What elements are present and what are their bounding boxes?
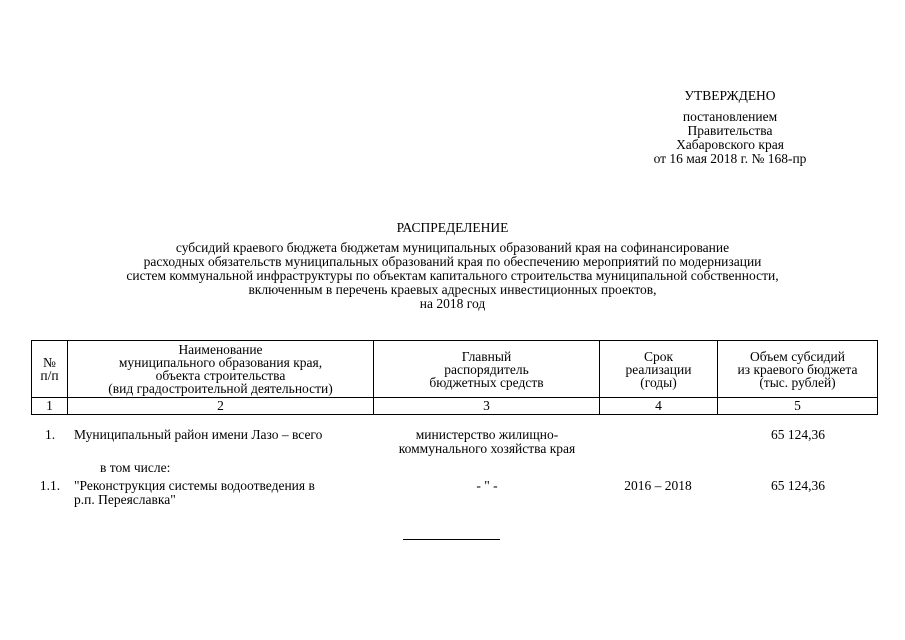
row-amount: 65 124,36 <box>771 478 825 493</box>
column-number-row <box>32 398 878 415</box>
subtitle-line: на 2018 год <box>419 296 486 311</box>
approval-line: постановлением <box>682 109 778 124</box>
header-row <box>32 341 878 398</box>
row-subheading: в том числе: <box>100 460 171 475</box>
row-administrator: - " - <box>476 478 498 493</box>
column-number: 2 <box>68 398 374 415</box>
subtitle-line: расходных обязательств муниципальных образований края по обеспечению мероприятий по модернизации <box>143 254 762 269</box>
subtitle-line: включенным в перечень краевых адресных инвестиционных проектов, <box>248 282 657 297</box>
approval-date-line: от 16 мая 2018 г. № 168-пр <box>653 151 807 166</box>
subtitle-line: систем коммунальной инфраструктуры по объектам капитального строительства муниципальной собственности, <box>126 268 779 283</box>
row-period: 2016 – 2018 <box>624 478 692 493</box>
row-number: 1. <box>44 427 56 442</box>
subtitle-line: субсидий краевого бюджета бюджетам муниципальных образований края на софинансирование <box>175 240 730 255</box>
header-cell-period: Срок реализации (годы) <box>600 341 718 398</box>
column-number: 5 <box>718 398 878 415</box>
approval-line: Хабаровского края <box>676 137 784 152</box>
row-name: "Реконструкция системы водоотведения в р.п. Переяславка" <box>74 478 315 507</box>
row-number: 1.1. <box>39 478 61 493</box>
row-amount: 65 124,36 <box>771 427 825 442</box>
header-cell-name: Наименование муниципального образования края, объекта строительства (вид градостроительной деятельности) <box>68 341 374 398</box>
document-heading <box>60 221 845 311</box>
row-name: Муниципальный район имени Лазо – всего <box>74 427 323 442</box>
approval-title: УТВЕРЖДЕНО <box>684 88 776 103</box>
header-cell-number: № п/п <box>32 341 68 398</box>
row-administrator: министерство жилищно- коммунального хозяйства края <box>398 427 576 456</box>
distribution-table-header <box>31 340 878 415</box>
column-number: 1 <box>32 398 68 415</box>
column-number: 3 <box>374 398 600 415</box>
header-cell-amount: Объем субсидий из краевого бюджета (тыс. рублей) <box>718 341 878 398</box>
header-cell-administrator: Главный распорядитель бюджетных средств <box>374 341 600 398</box>
end-separator-line <box>403 539 500 540</box>
document-title: РАСПРЕДЕЛЕНИЕ <box>396 220 509 235</box>
column-number: 4 <box>600 398 718 415</box>
approval-line: Правительства <box>687 123 773 138</box>
approval-block <box>630 89 830 166</box>
